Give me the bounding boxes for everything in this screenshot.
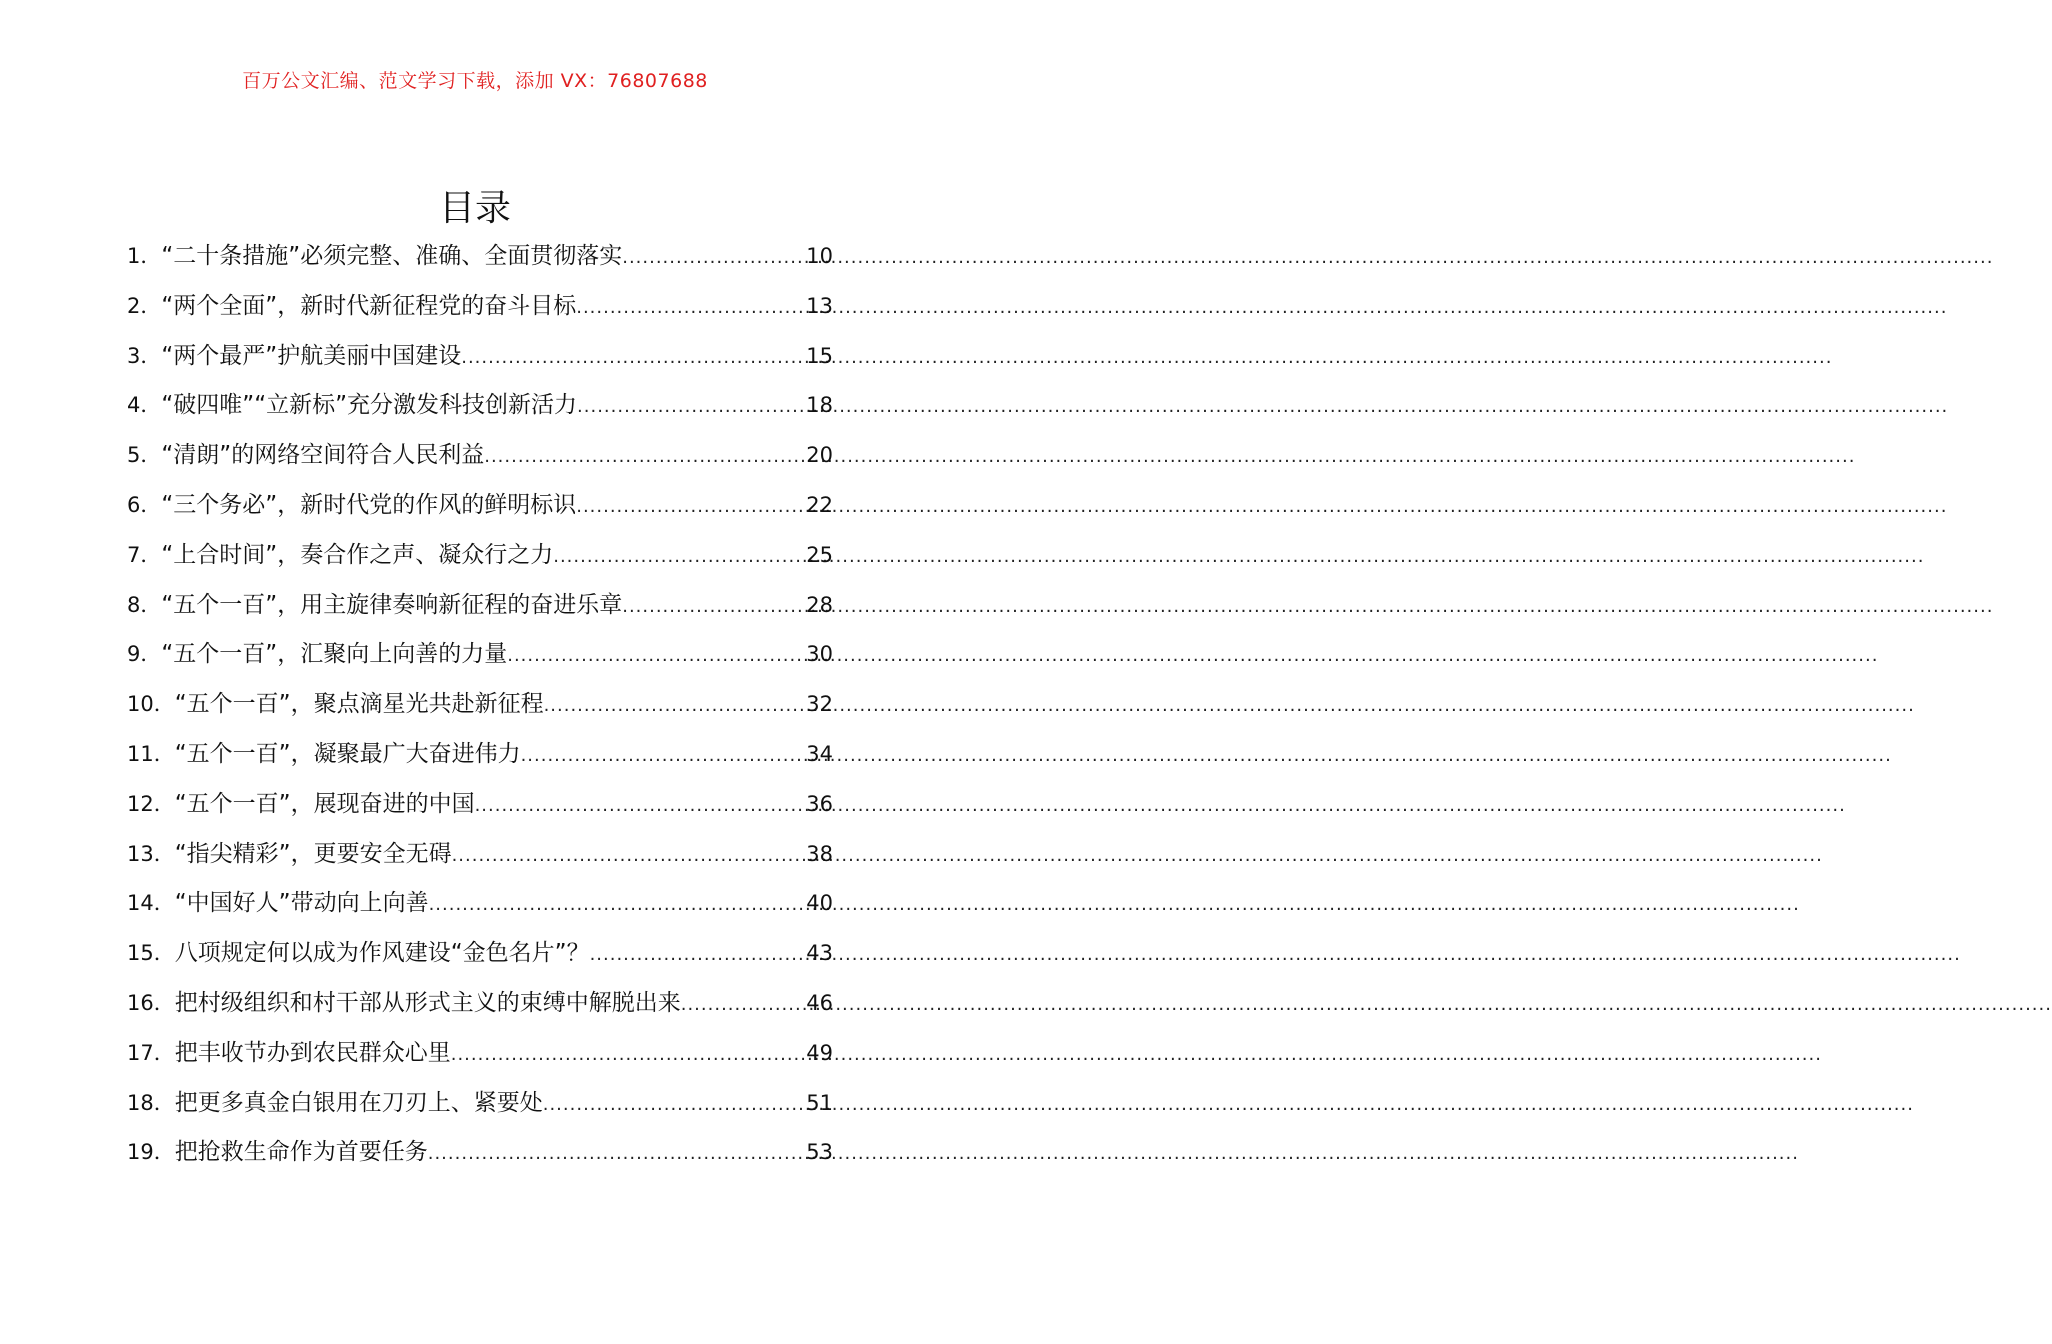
- toc-dot-leader: [521, 731, 805, 781]
- toc-entry-page: 20: [806, 443, 833, 468]
- toc-dot-leader: [507, 631, 804, 681]
- toc-entry-title: “三个务必”，新时代党的作风的鲜明标识: [161, 491, 577, 518]
- toc-entry-title: “五个一百”，凝聚最广大奋进伟力: [174, 740, 521, 767]
- toc-entry[interactable]: [127, 381, 833, 431]
- toc-entry[interactable]: [127, 581, 833, 631]
- toc-entry-page: 28: [806, 592, 833, 617]
- toc-dot-leader: [484, 432, 804, 482]
- toc-dot-leader: [681, 980, 805, 1030]
- toc-entry-title: “五个一百”，用主旋律奏响新征程的奋进乐章: [161, 591, 623, 618]
- toc-dot-leader: [461, 333, 804, 383]
- toc-dot-leader: [576, 482, 804, 532]
- toc-entry[interactable]: [127, 730, 833, 780]
- toc-entry-title: 把丰收节办到农民群众心里: [174, 1039, 451, 1066]
- toc-entry[interactable]: [127, 630, 833, 680]
- toc-entry-number: 7．: [127, 542, 162, 567]
- toc-entry-number: 12．: [127, 791, 175, 816]
- toc-dot-leader: [475, 781, 805, 831]
- toc-entry-title: “五个一百”，展现奋进的中国: [174, 790, 475, 817]
- toc-title: 目录: [438, 188, 511, 229]
- toc-entry-page: 49: [806, 1040, 833, 1065]
- toc-entry-page: 15: [806, 343, 833, 368]
- toc-dot-leader: [452, 831, 805, 881]
- toc-entry-title: “五个一百”，聚点滴星光共赴新征程: [174, 691, 544, 718]
- toc-dot-leader: [590, 930, 805, 980]
- toc-entry-page: 46: [806, 990, 833, 1015]
- toc-entry-page: 36: [806, 791, 833, 816]
- toc-entry-title: “五个一百”，汇聚向上向善的力量: [161, 641, 508, 668]
- toc-entry-page: 38: [806, 841, 833, 866]
- toc-entry[interactable]: [127, 232, 833, 282]
- toc-entry[interactable]: [127, 830, 833, 880]
- toc-entry-title: “中国好人”带动向上向善: [174, 890, 429, 917]
- toc-entry-title: “清朗”的网络空间符合人民利益: [161, 442, 485, 469]
- toc-entry-page: 53: [806, 1140, 833, 1165]
- toc-entry-number: 8．: [127, 592, 162, 617]
- toc-entry-page: 25: [806, 542, 833, 567]
- toc-entry-page: 13: [806, 293, 833, 318]
- toc-dot-leader: [622, 582, 804, 632]
- toc-entry-number: 1．: [127, 244, 162, 268]
- toc-entry-number: 14．: [127, 891, 175, 916]
- toc-entry[interactable]: [127, 531, 833, 581]
- toc-entry-page: 22: [806, 492, 833, 517]
- toc-entry-page: 30: [806, 642, 833, 667]
- toc-entry-number: 13．: [127, 841, 175, 866]
- toc-entry-title: 把抢救生命作为首要任务: [174, 1139, 428, 1166]
- toc-entry-number: 16．: [127, 990, 175, 1015]
- toc-entry-page: 34: [806, 741, 833, 766]
- toc-entry-page: 51: [806, 1090, 833, 1115]
- toc-entry-number: 11．: [127, 741, 175, 766]
- toc-dot-leader: [576, 283, 804, 333]
- toc-entry-number: 18．: [127, 1090, 175, 1115]
- toc-entry[interactable]: [127, 332, 833, 382]
- toc-entry[interactable]: [127, 929, 833, 979]
- toc-dot-leader: [544, 681, 805, 731]
- toc-entry-number: 4．: [127, 393, 162, 418]
- toc-entry[interactable]: [127, 1128, 833, 1178]
- toc-entry[interactable]: [127, 1079, 833, 1129]
- toc-entry-title: “两个全面”，新时代新征程党的奋斗目标: [161, 292, 577, 319]
- toc-dot-leader: [429, 880, 805, 930]
- toc-entry[interactable]: [127, 780, 833, 830]
- toc-dot-leader: [451, 1030, 805, 1080]
- toc-dot-leader: [577, 382, 804, 432]
- toc-entry-page: 18: [806, 393, 833, 418]
- toc-entry-number: 10．: [127, 692, 175, 717]
- header-banner: 百万公文汇编、范文学习下载，添加 VX：76807688: [242, 70, 708, 92]
- toc-list: [127, 232, 833, 1178]
- toc-entry-title: 把村级组织和村干部从形式主义的束缚中解脱出来: [174, 989, 681, 1016]
- toc-entry[interactable]: [127, 879, 833, 929]
- toc-entry-page: 40: [806, 891, 833, 916]
- toc-entry-title: “上合时间”，奏合作之声、凝众行之力: [161, 541, 554, 568]
- toc-entry-number: 15．: [127, 941, 175, 966]
- toc-entry-title: “破四唯”“立新标”充分激发科技创新活力: [161, 392, 578, 419]
- toc-entry-number: 19．: [127, 1140, 175, 1165]
- toc-entry-title: “指尖精彩”，更要安全无碍: [174, 840, 452, 867]
- toc-entry[interactable]: [127, 282, 833, 332]
- toc-entry[interactable]: [127, 431, 833, 481]
- toc-entry-number: 17．: [127, 1040, 175, 1065]
- toc-entry-number: 5．: [127, 443, 162, 468]
- toc-dot-leader: [553, 532, 804, 582]
- toc-dot-leader: [622, 233, 804, 283]
- toc-entry[interactable]: [127, 481, 833, 531]
- toc-entry-title: “二十条措施”必须完整、准确、全面贯彻落实: [161, 243, 623, 269]
- toc-entry-number: 3．: [127, 343, 162, 368]
- toc-entry-title: “两个最严”护航美丽中国建设: [161, 342, 462, 369]
- toc-entry[interactable]: [127, 680, 833, 730]
- toc-entry-page: 32: [806, 692, 833, 717]
- toc-dot-leader: [543, 1080, 805, 1130]
- toc-entry-page: 43: [806, 941, 833, 966]
- toc-entry[interactable]: [127, 1029, 833, 1079]
- toc-entry-title: 八项规定何以成为作风建设“金色名片”？: [174, 940, 590, 967]
- toc-entry[interactable]: [127, 979, 833, 1029]
- toc-entry-number: 2．: [127, 293, 162, 318]
- toc-entry-title: 把更多真金白银用在刀刃上、紧要处: [174, 1089, 543, 1116]
- toc-entry-number: 6．: [127, 492, 162, 517]
- toc-dot-leader: [428, 1129, 805, 1179]
- toc-entry-page: 10: [806, 244, 833, 268]
- toc-entry-number: 9．: [127, 642, 162, 667]
